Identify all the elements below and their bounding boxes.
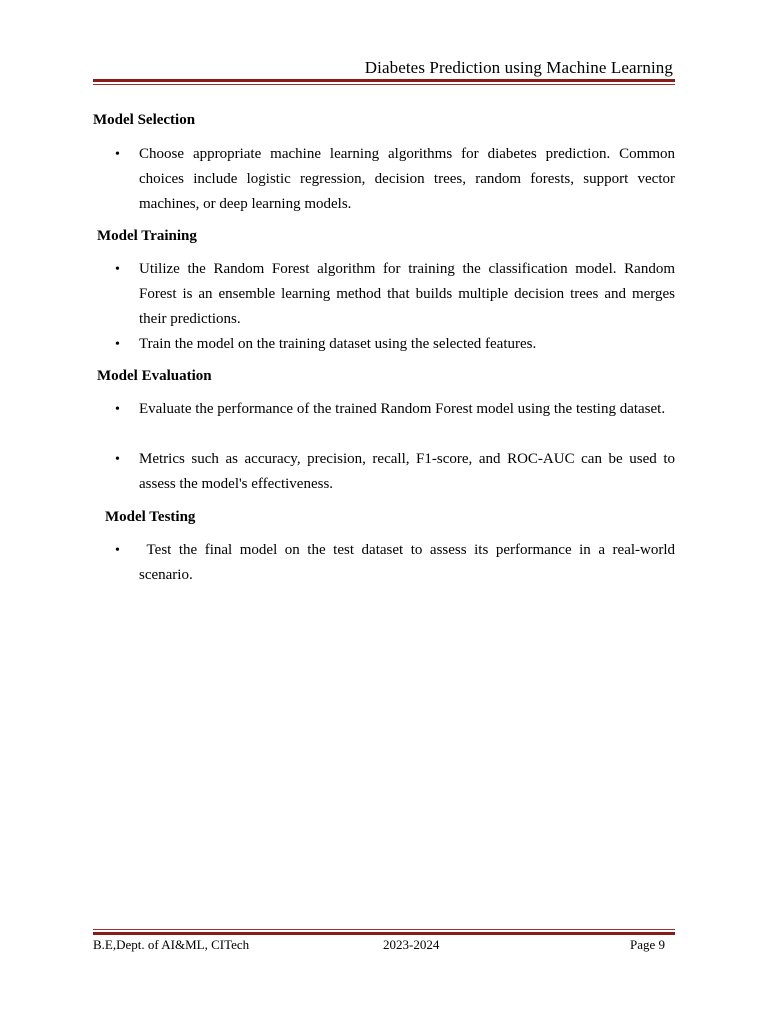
bullet-text: Metrics such as accuracy, precision, recall, F1-score, and ROC-AUC can be used to assess the model's effectiveness. <box>139 451 675 492</box>
bullet-icon: • <box>115 452 120 467</box>
list-item <box>115 538 679 588</box>
footer-rule-thick <box>93 932 675 935</box>
list-item <box>115 447 675 497</box>
list-item <box>115 397 675 422</box>
bullet-icon: • <box>115 147 120 162</box>
heading-model-training: Model Training <box>97 228 197 244</box>
bullet-text: Test the final model on the test dataset to assess its performance in a real-world scenario. <box>139 542 679 583</box>
list-item <box>115 142 675 217</box>
footer-page-number: Page 9 <box>630 937 666 952</box>
bullet-text: Evaluate the performance of the trained Random Forest model using the testing dataset. <box>139 401 666 417</box>
header-rule-thick <box>93 79 675 82</box>
header-rule-thin <box>93 84 675 85</box>
bullet-icon: • <box>115 402 120 417</box>
bullet-text: Train the model on the training dataset using the selected features. <box>139 336 537 352</box>
bullet-text: Utilize the Random Forest algorithm for training the classification model. Random Forest is an ensemble learning method that builds multiple decision trees and merges their predictions. <box>139 261 675 327</box>
heading-model-testing: Model Testing <box>105 509 196 525</box>
bullet-icon: • <box>115 262 120 277</box>
heading-model-selection: Model Selection <box>93 112 196 128</box>
heading-model-evaluation: Model Evaluation <box>97 368 212 384</box>
footer-year: 2023-2024 <box>383 937 440 952</box>
list-item <box>115 257 675 332</box>
footer-department: B.E,Dept. of AI&ML, CITech <box>93 937 250 952</box>
bullet-text: Choose appropriate machine learning algorithms for diabetes prediction. Common choices include logistic regression, decision trees, random forests, support vector machines, or deep learning models. <box>139 146 675 212</box>
footer-rule-thin <box>93 929 675 930</box>
running-header-title: Diabetes Prediction using Machine Learning <box>364 58 673 77</box>
list-item <box>115 332 675 357</box>
bullet-icon: • <box>115 543 120 558</box>
bullet-icon: • <box>115 337 120 352</box>
